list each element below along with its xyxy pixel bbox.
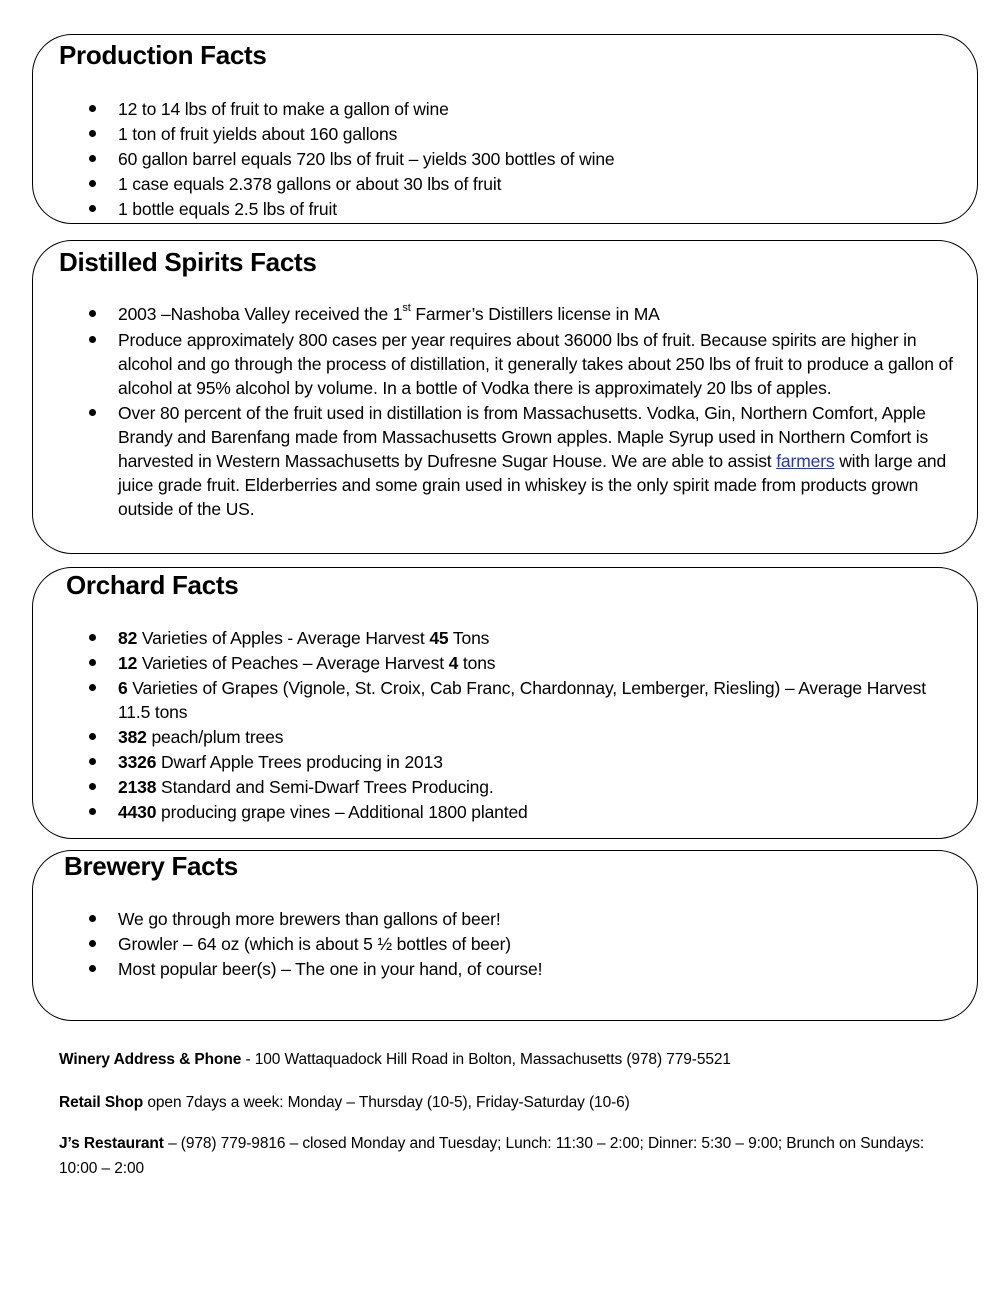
list-item [85, 626, 957, 650]
production-facts-title: Production Facts [59, 40, 267, 70]
list-item [85, 651, 957, 675]
orchard-number: 382 [118, 727, 147, 747]
distilled-spirits-facts-box [32, 240, 978, 554]
spirits-item1-pre: 2003 –Nashoba Valley received the 1 [118, 304, 403, 324]
orchard-text: Varieties of Peaches – Average Harvest [137, 653, 449, 673]
list-item: 60 gallon barrel equals 720 lbs of fruit – yields 300 bottles of wine [85, 147, 957, 171]
orchard-facts-title: Orchard Facts [66, 570, 239, 600]
spirits-item3-pre: Over 80 percent of the fruit used in distillation is from Massachusetts. Vodka, Gin, Northern Comfort, Apple Brandy and Barenfang made from Massachusetts Grown apples. Maple Syrup used in Northern Comfort is harvested in Western Massachusetts by Dufresne Sugar House. We are able to assist [118, 403, 929, 471]
list-item: 1 bottle equals 2.5 lbs of fruit [85, 197, 957, 221]
list-item: We go through more brewers than gallons of beer! [85, 907, 957, 931]
orchard-number: 6 [118, 678, 128, 698]
list-item: 1 ton of fruit yields about 160 gallons [85, 122, 957, 146]
orchard-number: 4430 [118, 802, 157, 822]
orchard-number: 2138 [118, 777, 157, 797]
list-item: 12 to 14 lbs of fruit to make a gallon of wine [85, 97, 957, 121]
orchard-number: 12 [118, 653, 138, 673]
retail-shop-text: open 7days a week: Monday – Thursday (10-5), Friday-Saturday (10-6) [143, 1094, 630, 1111]
orchard-text: Standard and Semi-Dwarf Trees Producing. [156, 777, 494, 797]
production-facts-list [85, 97, 957, 221]
winery-address-text: - 100 Wattaquadock Hill Road in Bolton, Massachusetts (978) 779-5521 [241, 1051, 731, 1068]
list-item [85, 401, 957, 521]
list-item [85, 800, 957, 824]
orchard-text: Tons [448, 628, 490, 648]
orchard-text: Varieties of Grapes (Vignole, St. Croix, Cab Franc, Chardonnay, Lemberger, Riesling) – Average Harvest 11.5 tons [118, 678, 926, 722]
restaurant-text: – (978) 779-9816 – closed Monday and Tuesday; Lunch: 11:30 – 2:00; Dinner: 5:30 – 9:00; Brunch on Sundays: 10:00 – 2:00 [59, 1135, 925, 1177]
brewery-facts-list [85, 907, 957, 981]
spirits-item1-sup: st [402, 302, 411, 315]
list-item: Most popular beer(s) – The one in your hand, of course! [85, 957, 957, 981]
winery-address-line [59, 1047, 959, 1072]
orchard-number: 45 [429, 628, 449, 648]
list-item [85, 775, 957, 799]
spirits-item1-post: Farmer’s Distillers license in MA [410, 304, 660, 324]
retail-shop-label: Retail Shop [59, 1094, 144, 1111]
production-facts-box [32, 34, 978, 224]
retail-shop-line [59, 1090, 959, 1115]
orchard-number: 4 [448, 653, 459, 673]
spirits-item3-post: with large and juice grade fruit. Elderberries and some grain used in whiskey is the only spirit made from products grown outside of the US. [118, 451, 947, 519]
list-item: 1 case equals 2.378 gallons or about 30 lbs of fruit [85, 172, 957, 196]
restaurant-label: J’s Restaurant [59, 1135, 164, 1152]
orchard-text: tons [458, 653, 496, 673]
winery-address-label: Winery Address & Phone [59, 1051, 242, 1068]
brewery-facts-box [32, 850, 978, 1021]
orchard-text: Dwarf Apple Trees producing in 2013 [156, 752, 443, 772]
list-item [85, 725, 957, 749]
list-item [85, 302, 957, 326]
list-item: Produce approximately 800 cases per year requires about 36000 lbs of fruit. Because spirits are higher in alcohol and go through the process of distillation, it generally takes about 250 lbs of fruit to produce a gallon of alcohol at 95% alcohol by volume. In a bottle of Vodka there is approximately 20 lbs of apples. [85, 328, 957, 400]
list-item [85, 676, 957, 724]
distilled-spirits-facts-list [85, 302, 957, 521]
orchard-text: Varieties of Apples - Average Harvest [137, 628, 430, 648]
orchard-number: 3326 [118, 752, 157, 772]
orchard-facts-list [85, 626, 957, 824]
list-item [85, 750, 957, 774]
orchard-text: producing grape vines – Additional 1800 planted [156, 802, 528, 822]
orchard-facts-box [32, 567, 978, 839]
orchard-text: peach/plum trees [146, 727, 284, 747]
brewery-facts-title: Brewery Facts [64, 851, 238, 881]
restaurant-line [59, 1131, 959, 1181]
farmers-link[interactable]: farmers [776, 451, 835, 471]
distilled-spirits-facts-title: Distilled Spirits Facts [59, 247, 317, 277]
list-item: Growler – 64 oz (which is about 5 ½ bottles of beer) [85, 932, 957, 956]
orchard-number: 82 [118, 628, 138, 648]
